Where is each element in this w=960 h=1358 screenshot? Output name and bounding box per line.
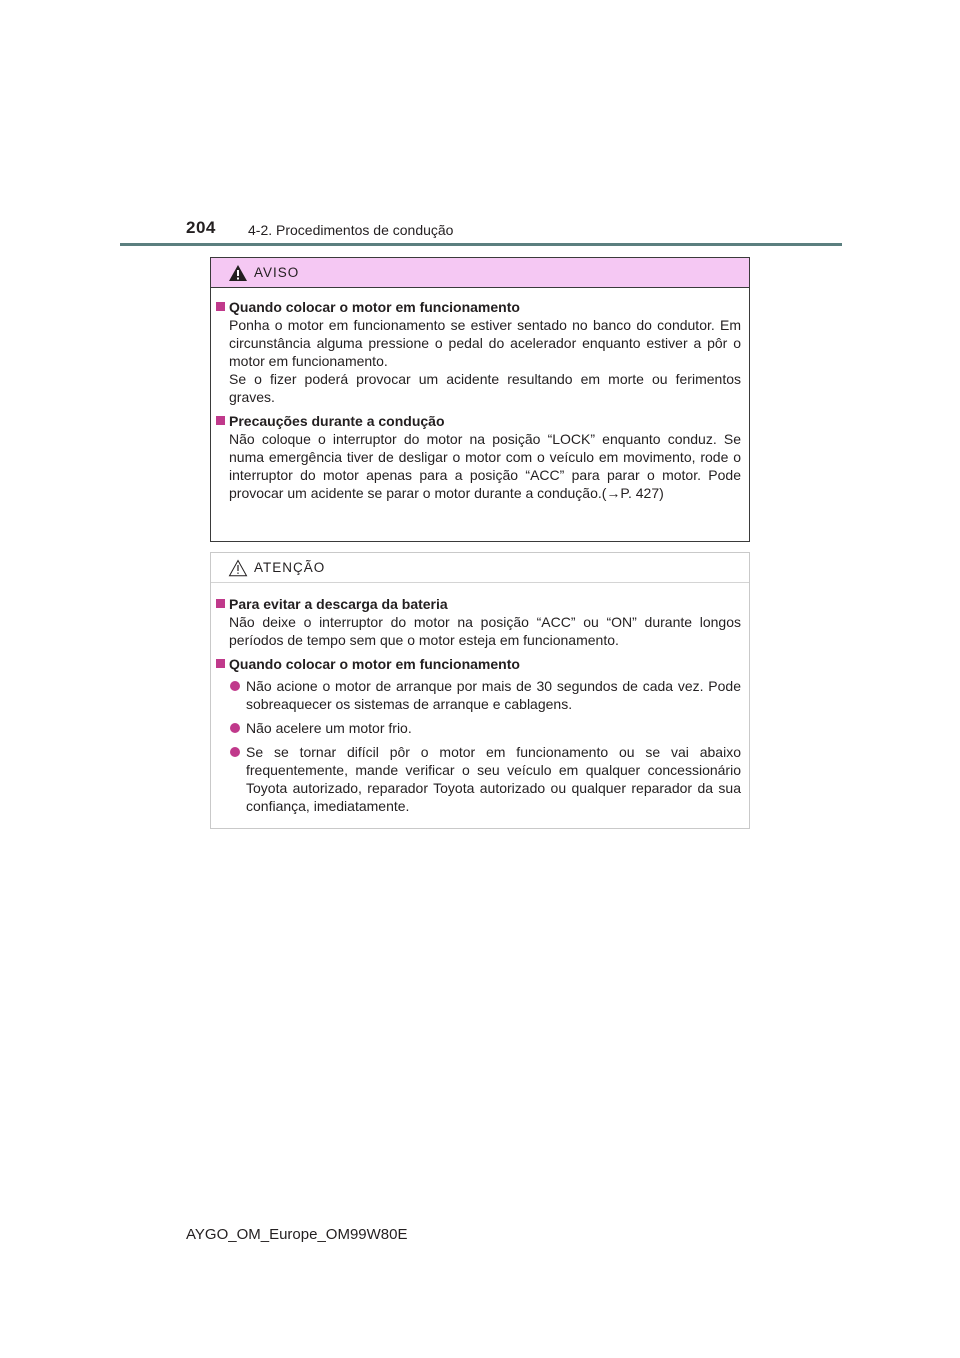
list-item [216,677,741,713]
section-title: 4-2. Procedimentos de condução [248,222,454,238]
round-bullet-icon [230,747,240,757]
warning-item-title: Precauções durante a condução [229,413,445,429]
warning-item-text: Se o fizer poderá provocar um acidente resultando em morte ou ferimentos graves. [229,371,741,405]
list-item-text: Não acione o motor de arranque por mais de 30 segundos de cada vez. Pode sobreaquecer os sistemas de arranque e cablagens. [246,678,741,712]
square-bullet-icon [216,599,225,608]
notice-box [210,552,750,829]
header-rule [120,243,842,246]
warning-triangle-outline-icon [228,559,248,577]
warning-item-start-engine [216,298,741,406]
warning-item-text: Não coloque o interruptor do motor na posição “LOCK” enquanto conduz. Se numa emergência tiver de desligar o motor com o veículo em movimento, rode o interruptor do motor apenas para a posição “ACC” para parar o motor. Pode provocar um acidente se parar o motor durante a condução.(→P. 427) [229,431,741,501]
list-item-text: Não acelere um motor frio. [246,720,412,736]
warning-triangle-filled-icon [228,264,248,282]
warning-box [210,257,750,542]
warning-item-title: Quando colocar o motor em funcionamento [229,299,520,315]
square-bullet-icon [216,416,225,425]
notice-item-start-engine [216,655,741,815]
round-bullet-icon [230,723,240,733]
notice-box-header [211,553,749,583]
document-id: AYGO_OM_Europe_OM99W80E [186,1226,408,1243]
square-bullet-icon [216,659,225,668]
page-number: 204 [186,218,216,237]
square-bullet-icon [216,302,225,311]
warning-item-driving-precautions [216,412,741,502]
list-item [216,743,741,815]
warning-box-label: AVISO [254,265,300,280]
list-item-text: Se se tornar difícil pôr o motor em funcionamento ou se vai abaixo frequentemente, mande verificar o seu veículo em qualquer concessionário Toyota autorizado, reparador Toyota autorizado ou qualquer reparador da sua confiança, imediatamente. [246,744,741,814]
round-bullet-icon [230,681,240,691]
list-item [216,719,741,737]
warning-item-text: Ponha o motor em funcionamento se estiver sentado no banco do condutor. Em circunstância alguma pressione o pedal do acelerador enquanto estiver a pôr o motor em funcionamento. [229,317,741,369]
notice-box-label: ATENÇÃO [254,560,326,575]
notice-item-title: Para evitar a descarga da bateria [229,596,448,612]
warning-box-header [211,258,749,288]
notice-item-title: Quando colocar o motor em funcionamento [229,656,520,672]
notice-item-text: Não deixe o interruptor do motor na posição “ACC” ou “ON” durante longos períodos de tempo sem que o motor esteja em funcionamento. [229,614,741,648]
notice-item-battery [216,595,741,649]
